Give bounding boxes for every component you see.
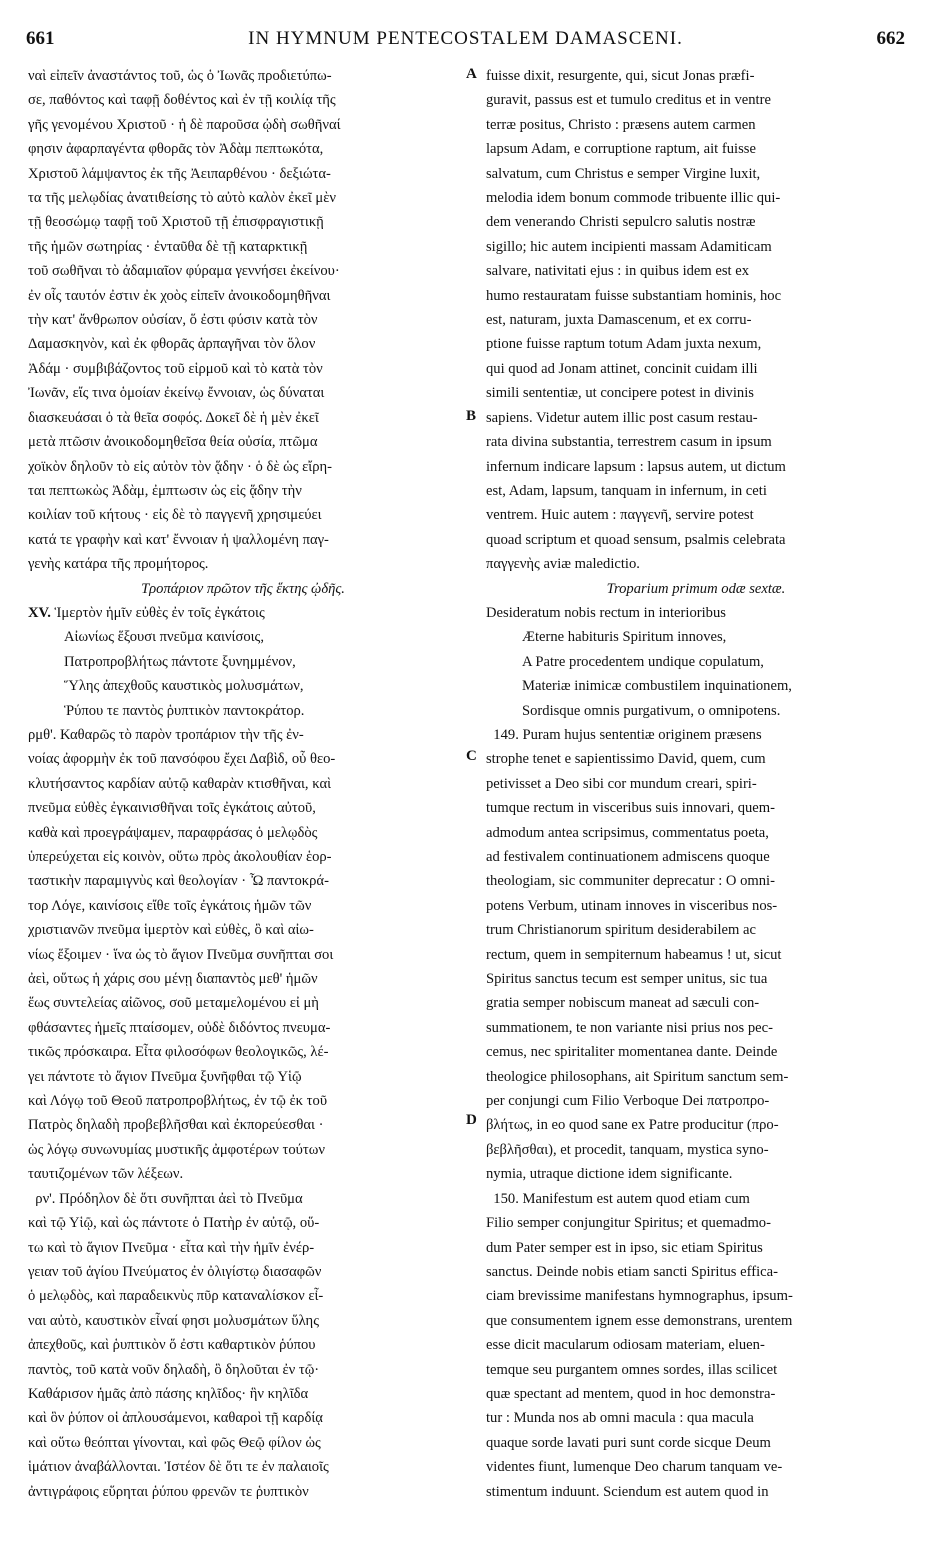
latin-text-line: melodia idem bonum commode tribuente illic qui-: [486, 190, 781, 207]
latin-commentary-line: cemus, nec spiritaliter momentanea dante. Deinde: [486, 1044, 778, 1061]
greek-text-line: φησιν ἀφαρπαγέντα φθορᾶς τὸν Ἀδὰμ πεπτωκότα,: [28, 141, 324, 158]
greek-commentary-line: φθάσαντες ἡμεῖς πταίσομεν, οὐδὲ διδόντος πνευμα-: [28, 1019, 331, 1036]
greek-verse-number: XV.: [28, 604, 51, 621]
greek-text-line: ἐν οἷς ταυτόν ἐστιν ἐκ χοὸς εἰπεῖν ἀνοικοδομηθῆναι: [28, 287, 331, 304]
greek-commentary-line: ἀεὶ, οὕτως ἡ χάρις σου μένῃ διαπαντὸς μεθ' ἡμῶν: [28, 971, 318, 988]
greek-commentary-line: τικῶς πρόσκαιρα. Εἶτα φιλοσόφων θεολογικῶς, λέ-: [28, 1044, 329, 1061]
margin-letter-d: D: [466, 1112, 477, 1128]
greek-commentary-line: πνεῦμα εὐθὲς ἐγκαινισθῆναι τοῖς ἐγκάτοις αὐτοῦ,: [28, 800, 316, 817]
latin-text-line: terræ positus, Christo : præsens autem carmen: [486, 116, 756, 133]
latin-commentary-line: theologice philosophans, ait Spiritum sanctum sem-: [486, 1068, 789, 1085]
latin-commentary-line: rectum, quem in sempiternum habeamus ! ut, sicut: [486, 946, 782, 963]
latin-commentary-line: gratia semper nobiscum maneat ad sæculi con-: [486, 995, 760, 1012]
latin-commentary-line: summationem, te non variante nisi prius nos pec-: [486, 1019, 773, 1036]
greek-commentary-line: γειαν τοῦ ἁγίου Πνεύματος ἐν ὀλιγίστῳ διασαφῶν: [28, 1263, 322, 1280]
greek-commentary-line: Πατρὸς δηλαδὴ προβεβλῆσθαι καὶ ἐκπορεύεσθαι ·: [28, 1117, 324, 1134]
greek-commentary-line: ἀπεχθοῦς, καὶ ῥυπτικὸν ὅ ἐστι καθαρτικὸν ῥύπου: [28, 1337, 316, 1354]
greek-text-line: ναὶ εἰπεῖν ἀναστάντος τοῦ, ὡς ὁ Ἰωνᾶς προδιετύπω-: [28, 68, 332, 84]
margin-letter-b: B: [466, 408, 477, 424]
greek-text-line: κατά τε γραφὴν καὶ κατ' ἔννοιαν ἡ ψαλλομένη παγ-: [28, 531, 329, 548]
greek-verse-line: Αἰωνίως ἕξουσι πνεῦμα καινίσοις,: [64, 629, 264, 646]
greek-verse-line: Πατροπροβλήτως πάντοτε ξυνημμένον,: [64, 653, 296, 670]
greek-commentary-line: νοίας ἀφορμὴν ἐκ τοῦ πανσόφου ἔχει Δαβὶδ, οὗ θεο-: [28, 751, 336, 768]
greek-commentary-line: ὑπερεύχεται εἰς κοινὸν, οὕτω πρὸς ἀκολουθίαν ἑορ-: [28, 849, 332, 865]
greek-text-line: μετὰ πτῶσιν ἀνοικοδομηθεῖσα θεία οὐσία, πτῶμα: [28, 434, 318, 451]
greek-commentary-line: καθὰ καὶ προεγράψαμεν, παραφράσας ὁ μελῳδὸς: [28, 824, 318, 841]
latin-text-line: παγγενὴς aviæ maledictio.: [486, 556, 640, 573]
latin-text-line: ventrem. Huic autem : παγγενῆ, servire potest: [486, 507, 754, 524]
latin-commentary-line: strophe tenet e sapientissimo David, quem, cum: [486, 751, 766, 768]
greek-text-line: Ἰωνᾶν, εἴς τινα ὁμοίαν ἐκείνῳ ἔννοιαν, ὡς δύναται: [28, 385, 325, 402]
latin-commentary-line: quaque sorde lavati puri sunt corde sicque Deum: [486, 1434, 771, 1451]
greek-commentary-line: ρμθ'. Καθαρῶς τὸ παρὸν τροπάριον τὴν τῆς ἐν-: [28, 726, 304, 743]
greek-text-line: τοῦ σωθῆναι τὸ ἀδαμιαῖον φύραμα γεννήσει ἐκείνου·: [28, 263, 340, 280]
greek-commentary-line: καὶ τῷ Υἱῷ, καὶ ὡς πάντοτε ὁ Πατὴρ ἐν αὐτῷ, οὕ-: [28, 1215, 320, 1232]
running-title: IN HYMNUM PENTECOSTALEM DAMASCENI.: [248, 28, 683, 49]
right-page-number: 662: [876, 28, 905, 49]
latin-text-line: dem venerando Christi sepulcro salutis nostræ: [486, 214, 756, 231]
latin-commentary-line: sanctus. Deinde nobis etiam sancti Spiritus effica-: [486, 1263, 778, 1280]
latin-verse-line: Æterne habituris Spiritum innoves,: [522, 629, 727, 646]
greek-text-line: σε, παθόντος καὶ ταφῇ δοθέντος καὶ ἐν τῇ κοιλίᾳ τῆς: [28, 92, 336, 109]
greek-text-line: τῆς ἡμῶν σωτηρίας · ἐνταῦθα δὲ τῇ καταρκτικῇ: [28, 238, 308, 255]
greek-text-line: ται πεπτωκὼς Ἀδὰμ, ἐμπτωσιν ὡς εἰς ᾅδην τὴν: [28, 482, 302, 499]
latin-commentary-line: quæ spectant ad mentem, quod in hoc demonstra-: [486, 1385, 776, 1402]
greek-commentary-line: ναι αὐτὸ, καυστικὸν εἶναί φησι μολυσμάτων ὕλης: [28, 1312, 319, 1329]
greek-text-line: Ἀδάμ · συμβιβάζοντος τοῦ εἱρμοῦ καὶ τὸ κατὰ τὸν: [28, 360, 323, 377]
latin-commentary-line: ad festivalem continuationem admiscens quoque: [486, 849, 770, 865]
greek-text-line: τὴν κατ' ἄνθρωπον οὐσίαν, ὅ ἐστι φύσιν κατὰ τὸν: [28, 312, 318, 329]
greek-text-line: χοϊκὸν δηλοῦν τὸ εἰς αὐτὸν τὸν ᾅδην · ὁ δὲ ὡς εἴρη-: [28, 458, 332, 475]
greek-verse-line: Ὕλης ἀπεχθοῦς καυστικὸς μολυσμάτων,: [64, 678, 304, 695]
margin-letter-a: A: [466, 66, 477, 82]
latin-verse-line: Sordisque omnis purgativum, o omnipotens.: [522, 702, 781, 719]
greek-commentary-line: χριστιανῶν πνεῦμα ἱμερτὸν καὶ εὐθὲς, ὃ καὶ αἰω-: [28, 922, 314, 939]
greek-text-line: Δαμασκηνὸν, καὶ ἐκ φθορᾶς ἁρπαγῆναι τὸν ὅλον: [28, 336, 316, 353]
greek-text-line: γενὴς κατάρα τῆς προμήτορος.: [28, 556, 209, 573]
greek-commentary-line: ἕως συντελείας αἰῶνος, σοῦ μεταμελομένου εἰ μὴ: [28, 995, 319, 1012]
latin-text-line: sigillo; hic autem incipienti massam Adamiticam: [486, 238, 772, 255]
latin-commentary-line: Filio semper conjungitur Spiritus; et quemadmo-: [486, 1215, 771, 1232]
greek-commentary-line: ρν'. Πρόδηλον δὲ ὅτι συνῆπται ἀεὶ τὸ Πνεῦμα: [28, 1190, 303, 1207]
latin-troparion-heading: Troparium primum odæ sextæ.: [606, 580, 786, 597]
greek-text-line: Χριστοῦ λάμψαντος ἐκ τῆς Ἀειπαρθένου · δεξιώτα-: [28, 165, 331, 182]
latin-text-line: salvare, nativitati ejus : in quibus idem est ex: [486, 263, 750, 280]
greek-text-line: γῆς γενομένου Χριστοῦ · ἡ δὲ παροῦσα ᾠδὴ σωθῆναί: [28, 116, 341, 133]
latin-commentary-line: potens Verbum, utinam innoves in visceribus nos-: [486, 897, 778, 914]
margin-letter-c: C: [466, 748, 477, 764]
latin-commentary-line: videntes fiunt, lumenque Deo charum tanquam ve-: [486, 1459, 783, 1476]
latin-commentary-line: tur : Munda nos ab omni macula : qua macula: [486, 1410, 754, 1427]
latin-text-line: humo restauratam fuisse substantiam hominis, hoc: [486, 287, 782, 304]
latin-commentary-line: Spiritus sanctus tecum est semper unitus, sic tua: [486, 971, 768, 988]
greek-text-line: τῇ θεοσώμῳ ταφῇ τοῦ Χριστοῦ τῇ ἐπισφραγιστικῇ: [28, 214, 324, 231]
greek-verse-text: Ἱμερτὸν ἡμῖν εὐθὲς ἐν τοῖς ἐγκάτοις: [54, 604, 265, 621]
greek-commentary-line: ἀντιγράφοις εὕρηται ῥύπου φρενῶν τε ῥυπτικὸν: [28, 1483, 309, 1500]
latin-text-line: simili sententiæ, ut concipere potest in divinis: [486, 385, 754, 402]
greek-commentary-line: ὡς λόγῳ συνωνυμίας μυστικῆς ἀμφοτέρων τούτων: [28, 1141, 325, 1158]
greek-commentary-line: παντὸς, τοῦ κατὰ νοῦν δηλαδὴ, ὃ δηλοῦται ἐν τῷ·: [28, 1361, 320, 1378]
greek-commentary-line: κλυτήσαντος καρδίαν αὐτῷ καθαρὰν κτισθῆναι, καὶ: [28, 775, 332, 792]
latin-text-line: est, naturam, juxta Damascenum, et ex corru-: [486, 312, 752, 329]
greek-commentary-line: ταυτιζομένων τῶν λέξεων.: [28, 1166, 184, 1183]
greek-commentary-line: καὶ Λόγῳ τοῦ Θεοῦ πατροπροβλήτως, ἐν τῷ ἐκ τοῦ: [28, 1093, 328, 1110]
latin-commentary-line: que consumentem ignem esse demonstrans, urentem: [486, 1312, 793, 1329]
greek-commentary-line: ἱμάτιον ἀναβάλλονται. Ἰστέον δὲ ὅτι τε ἐν παλαιοῖς: [28, 1459, 329, 1476]
latin-text-line: guravit, passus est et tumulo creditus et in ventre: [486, 92, 771, 109]
latin-commentary-line: theologiam, sic communiter deprecatur : O omni-: [486, 873, 775, 890]
greek-text-line: τα τῆς μελῳδίας ἀνατιθείσης τὸ αὐτὸ καλὸν ἐκεῖ μὲν: [28, 190, 336, 207]
latin-commentary-line: stimentum induunt. Sciendum est autem quod in: [486, 1483, 769, 1500]
latin-text-line: lapsum Adam, e corruptione raptum, ait fuisse: [486, 141, 756, 158]
latin-text-line: quoad scriptum et quoad sensum, psalmis celebrata: [486, 531, 786, 548]
latin-commentary-line: ciam brevissime manifestans hymnographus, ipsum-: [486, 1288, 793, 1305]
latin-commentary-line: admodum antea scripsimus, commentatus poeta,: [486, 824, 769, 841]
latin-text-line: infernum indicare lapsum : lapsus autem, ut dictum: [486, 458, 786, 475]
greek-commentary-line: τορ Λόγε, καινίσοις εἴθε τοῖς ἐγκάτοις ἡμῶν τῶν: [28, 897, 312, 914]
greek-commentary-line: τω καὶ τὸ ἅγιον Πνεῦμα · εἶτα καὶ τὴν ἡμῖν ἐνέρ-: [28, 1239, 315, 1256]
latin-commentary-line: trum Christianorum spiritum desiderabilem ac: [486, 922, 756, 939]
greek-commentary-line: γει πάντοτε τὸ ἅγιον Πνεῦμα ξυνῆφθαι τῷ Υἱῷ: [28, 1068, 302, 1085]
greek-verse-line: Ῥύπου τε παντὸς ῥυπτικὸν παντοκράτορ.: [64, 702, 305, 719]
latin-commentary-line: petivisset a Deo sibi cor mundum creari, spiri-: [486, 775, 757, 792]
greek-commentary-line: Καθάρισον ἡμᾶς ἀπὸ πάσης κηλῖδος· ἣν κηλῖδα: [28, 1385, 309, 1402]
greek-commentary-line: ταστικὴν παραμιγνὺς καὶ θεολογίαν · Ὦ παντοκρά-: [28, 873, 329, 890]
latin-text-line: rata divina substantia, terrestrem casum in ipsum: [486, 434, 772, 451]
latin-text-line: salvatum, cum Christus e semper Virgine luxit,: [486, 165, 761, 182]
greek-text-line: διασκευάσαι ὁ τὰ θεῖα σοφός. Δοκεῖ δὲ ἡ μὲν ἐκεῖ: [28, 409, 319, 426]
latin-commentary-line: per conjungi cum Filio Verboque Dei πατροπρο-: [486, 1093, 770, 1110]
greek-troparion-heading: Τροπάριον πρῶτον τῆς ἕκτης ᾠδῆς.: [141, 580, 345, 597]
latin-commentary-line: 150. Manifestum est autem quod etiam cum: [486, 1190, 750, 1207]
greek-commentary-line: ὁ μελῳδὸς, καὶ παραδεικνὺς πῦρ καταναλίσκον εἶ-: [28, 1288, 324, 1305]
latin-commentary-line: nymia, utraque dictione idem significante.: [486, 1166, 733, 1183]
greek-text-line: κοιλίαν τοῦ κήτους · εἰς δὲ τὸ παγγενῆ χρησιμεύει: [28, 507, 322, 524]
latin-text-line: qui quod ad Jonam attinet, concinit cuidam illi: [486, 360, 758, 377]
latin-commentary-line: βλήτως, in eo quod sane ex Patre producitur (προ-: [486, 1117, 779, 1134]
latin-commentary-line: temque seu purgantem omnes sordes, illas scilicet: [486, 1361, 778, 1378]
running-header: [26, 28, 905, 58]
latin-verse-line: Materiæ inimicæ combustilem inquinationem,: [522, 678, 792, 695]
latin-commentary-line: esse dicit macularum odiosam materiam, eluen-: [486, 1337, 765, 1354]
latin-commentary-line: βεβλῆσθαι), et procedit, tanquam, mystica syno-: [486, 1141, 769, 1158]
latin-commentary-line: dum Pater semper est in ipso, sic etiam Spiritus: [486, 1239, 763, 1256]
greek-column: [28, 64, 458, 1504]
latin-text-line: ptione fuisse raptum totum Adam juxta nexum,: [486, 336, 762, 353]
greek-commentary-line: καὶ οὕτω θεόπται γίνονται, καὶ φῶς Θεῷ φίλον ὡς: [28, 1434, 321, 1451]
latin-commentary-line: 149. Puram hujus sententiæ originem præsens: [486, 726, 762, 743]
left-page-number: 661: [26, 28, 55, 49]
latin-commentary-line: tumque rectum in visceribus suis innovari, quem-: [486, 800, 775, 817]
latin-text-line: sapiens. Videtur autem illic post casum restau-: [486, 409, 758, 426]
greek-commentary-line: νίως ἕξοιμεν · ἵνα ὡς τὸ ἅγιον Πνεῦμα συνῆπται σοι: [28, 946, 334, 963]
latin-text-line: est, Adam, lapsum, tanquam in infernum, in ceti: [486, 482, 767, 499]
greek-commentary-line: καὶ ὃν ῥύπον οἱ ἀπλουσάμενοι, καθαροὶ τῇ καρδίᾳ: [28, 1410, 323, 1427]
latin-column: [486, 64, 906, 1504]
latin-text-line: fuisse dixit, resurgente, qui, sicut Jonas præfi-: [486, 68, 755, 84]
latin-verse-line: Desideratum nobis rectum in interioribus: [486, 604, 726, 621]
latin-verse-line: A Patre procedentem undique copulatum,: [522, 653, 764, 670]
greek-verse-line: [28, 601, 458, 625]
